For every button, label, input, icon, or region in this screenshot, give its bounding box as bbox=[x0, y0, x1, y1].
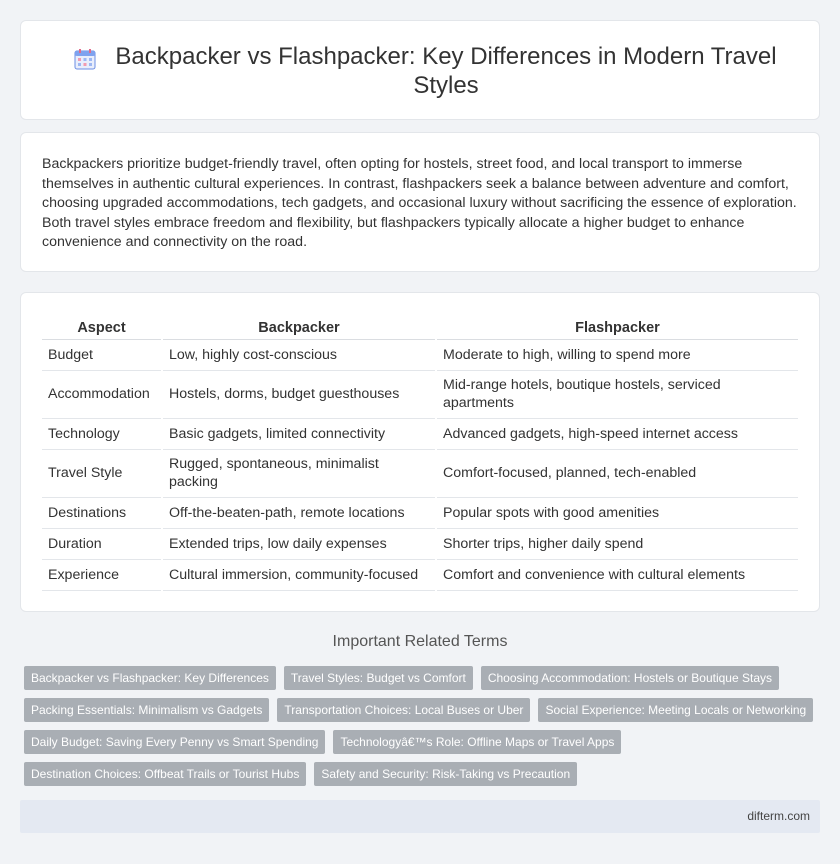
aspect-cell: Duration bbox=[42, 528, 162, 559]
table-row bbox=[42, 559, 798, 590]
flashpacker-cell: Advanced gadgets, high-speed internet access bbox=[436, 418, 798, 449]
intro-paragraph: Backpackers prioritize budget-friendly travel, often opting for hostels, street food, and local transport to immerse themselves in authentic cultural experiences. In contrast, flashpackers seek a balance between adventure and comfort, choosing upgraded accommodations, tech gadgets, and occasional luxury without sacrificing the essence of exploration. Both travel styles embrace freedom and flexibility, but flashpackers typically allocate a higher budget to enhance convenience and connectivity on the road. bbox=[42, 156, 797, 250]
footer-bar bbox=[20, 800, 820, 833]
aspect-cell: Experience bbox=[42, 559, 162, 590]
backpacker-cell: Extended trips, low daily expenses bbox=[162, 528, 436, 559]
backpacker-cell: Off-the-beaten-path, remote locations bbox=[162, 497, 436, 528]
flashpacker-cell: Mid-range hotels, boutique hostels, serviced apartments bbox=[436, 370, 798, 418]
related-term-link[interactable]: Safety and Security: Risk-Taking vs Precaution bbox=[314, 762, 577, 786]
comparison-table bbox=[42, 311, 798, 591]
related-term-link[interactable]: Daily Budget: Saving Every Penny vs Smart Spending bbox=[24, 730, 325, 754]
header-flashpacker: Flashpacker bbox=[436, 311, 798, 339]
table-row bbox=[42, 418, 798, 449]
site-name[interactable]: difterm.com bbox=[747, 809, 810, 823]
related-term-link[interactable]: Technologyâ€™s Role: Offline Maps or Travel Apps bbox=[333, 730, 621, 754]
table-row bbox=[42, 528, 798, 559]
intro-card bbox=[20, 132, 820, 272]
aspect-cell: Technology bbox=[42, 418, 162, 449]
flashpacker-cell: Moderate to high, willing to spend more bbox=[436, 339, 798, 370]
related-term-link[interactable]: Travel Styles: Budget vs Comfort bbox=[284, 666, 473, 690]
related-term-link[interactable]: Backpacker vs Flashpacker: Key Differences bbox=[24, 666, 276, 690]
flashpacker-cell: Popular spots with good amenities bbox=[436, 497, 798, 528]
related-term-link[interactable]: Packing Essentials: Minimalism vs Gadgets bbox=[24, 698, 269, 722]
related-term-link[interactable]: Transportation Choices: Local Buses or Uber bbox=[277, 698, 530, 722]
title-card bbox=[20, 20, 820, 120]
flashpacker-cell: Shorter trips, higher daily spend bbox=[436, 528, 798, 559]
comparison-card bbox=[20, 292, 820, 612]
related-term-link[interactable]: Choosing Accommodation: Hostels or Boutique Stays bbox=[481, 666, 779, 690]
related-terms-list bbox=[24, 666, 820, 786]
flashpacker-cell: Comfort and convenience with cultural elements bbox=[436, 559, 798, 590]
backpacker-cell: Cultural immersion, community-focused bbox=[162, 559, 436, 590]
table-row bbox=[42, 497, 798, 528]
aspect-cell: Destinations bbox=[42, 497, 162, 528]
table-row bbox=[42, 449, 798, 497]
table-header-row bbox=[42, 311, 798, 339]
backpacker-cell: Rugged, spontaneous, minimalist packing bbox=[162, 449, 436, 497]
aspect-cell: Travel Style bbox=[42, 449, 162, 497]
backpacker-cell: Basic gadgets, limited connectivity bbox=[162, 418, 436, 449]
header-aspect: Aspect bbox=[42, 311, 162, 339]
related-term-link[interactable]: Social Experience: Meeting Locals or Networking bbox=[538, 698, 813, 722]
aspect-cell: Budget bbox=[42, 339, 162, 370]
related-term-link[interactable]: Destination Choices: Offbeat Trails or Tourist Hubs bbox=[24, 762, 306, 786]
table-row bbox=[42, 370, 798, 418]
table-row bbox=[42, 339, 798, 370]
header-backpacker: Backpacker bbox=[162, 311, 436, 339]
backpacker-cell: Hostels, dorms, budget guesthouses bbox=[162, 370, 436, 418]
related-terms-heading: Important Related Terms bbox=[332, 633, 508, 650]
backpacker-cell: Low, highly cost-conscious bbox=[162, 339, 436, 370]
page-title: Backpacker vs Flashpacker: Key Differences in Modern Travel Styles bbox=[115, 43, 777, 99]
flashpacker-cell: Comfort-focused, planned, tech-enabled bbox=[436, 449, 798, 497]
aspect-cell: Accommodation bbox=[42, 370, 162, 418]
